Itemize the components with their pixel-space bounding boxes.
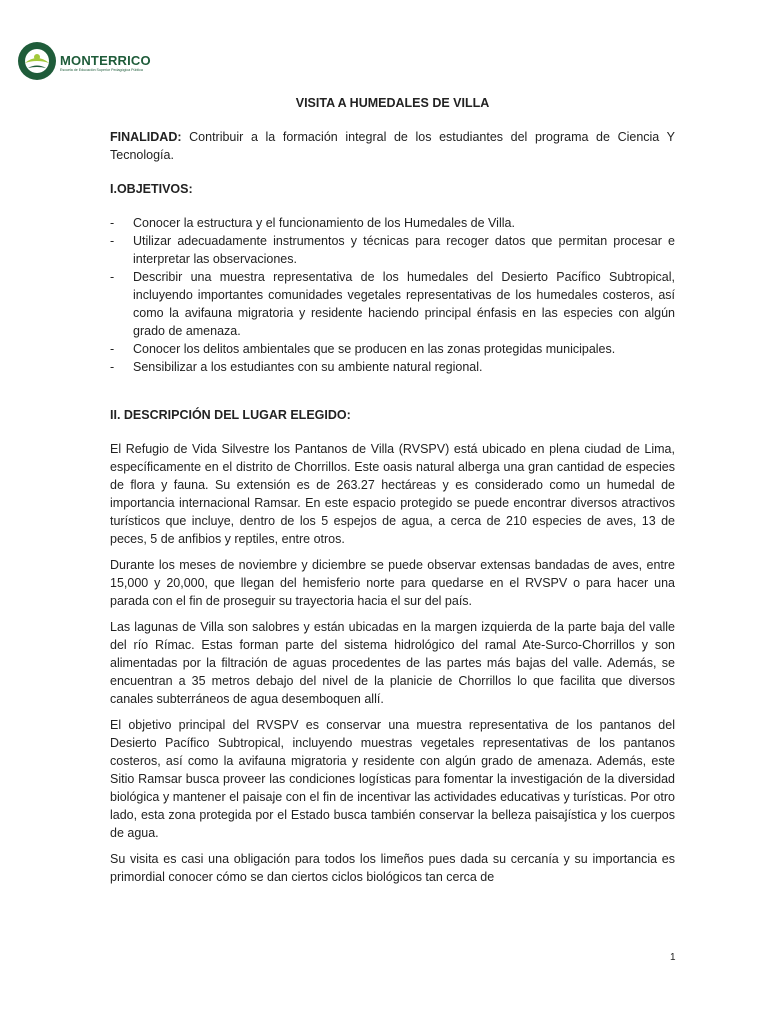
finalidad-label: FINALIDAD:: [110, 130, 182, 144]
logo-name: MONTERRICO: [60, 53, 151, 68]
document-body: [110, 94, 675, 886]
list-item: - Describir una muestra representativa de los humedales del Desierto Pacífico Subtropical, incluyendo importantes comunidades vegetales representativas de los humedales costeros, así como la avifauna migratoria y residente haciendo principal énfasis en las especies con algún grado de amenaza.: [110, 270, 675, 338]
descripcion-paragraph: Su visita es casi una obligación para todos los limeños pues dada su cercanía y su importancia es primordial conocer cómo se dan ciertos ciclos biológicos tan cerca de: [110, 852, 675, 884]
school-logo: [16, 40, 166, 82]
list-item: - Sensibilizar a los estudiantes con su ambiente natural regional.: [110, 360, 483, 374]
document-title: VISITA A HUMEDALES DE VILLA: [295, 96, 490, 110]
page-number: 1: [670, 952, 676, 963]
descripcion-paragraph: El objetivo principal del RVSPV es conservar una muestra representativa de los pantanos del Desierto Pacífico Subtropical, incluyendo muestras vegetales representativas de los pantanos costeros, así como la avifauna migratoria y residente con algún grado de amenaza. Además, este Sitio Ramsar busca proveer las condiciones logísticas para fomentar la investigación de la diversidad biológica y mantener el paisaje con el fin de incentivar las actividades educativas y turísticas. Por otro lado, esta zona protegida por el Estado busca también conservar la belleza paisajística y los cuerpos de agua.: [110, 718, 675, 840]
descripcion-paragraph: Durante los meses de noviembre y diciembre se puede observar extensas bandadas de aves, entre 15,000 y 20,000, que llegan del hemisferio norte para quedarse en el RVSPV o para hacer una parada con el fin de proseguir su trayectoria hacia el sur del país.: [110, 558, 675, 608]
descripcion-heading: II. DESCRIPCIÓN DEL LUGAR ELEGIDO:: [110, 408, 351, 422]
descripcion-paragraph: Las lagunas de Villa son salobres y están ubicadas en la margen izquierda de la parte baja del valle del río Rímac. Estas forman parte del sistema hidrológico del ramal Ate-Surco-Chorrillos y son alimentadas por la filtración de aguas procedentes de las partes más bajas del valle. Además, se encuentran a 35 metros debajo del nivel de la planicie de Chorrillos lo que facilita que diversos canales subterráneos de agua desemboquen allí.: [110, 620, 675, 706]
objetivos-heading: I.OBJETIVOS:: [110, 182, 193, 196]
finalidad-paragraph: [110, 128, 675, 164]
finalidad-text: Contribuir a la formación integral de los estudiantes del programa de Ciencia Y Tecnología.: [110, 130, 675, 162]
descripcion-paragraph: El Refugio de Vida Silvestre los Pantanos de Villa (RVSPV) está ubicado en plena ciudad de Lima, específicamente en el distrito de Chorrillos. Este oasis natural alberga una gran cantidad de especies de flora y fauna. Su extensión es de 263.27 hectáreas y es considerado como un humedal de importancia internacional Ramsar. En este espacio protegido se puede encontrar diversos atractivos turísticos que incluye, dentro de los 5 espejos de agua, a cerca de 210 especies de aves, 13 de peces, 5 de anfibios y reptiles, entre otros.: [110, 442, 675, 546]
logo-emblem-icon: [16, 40, 58, 82]
list-item: - Conocer los delitos ambientales que se producen en las zonas protegidas municipales.: [110, 342, 616, 356]
list-item: - Conocer la estructura y el funcionamiento de los Humedales de Villa.: [110, 216, 515, 230]
logo-subtitle: Escuela de Educación Superior Pedagógica Pública: [60, 68, 143, 72]
objetivos-list: [110, 214, 675, 376]
list-item: - Utilizar adecuadamente instrumentos y técnicas para recoger datos que permitan procesar e interpretar las observaciones.: [110, 234, 675, 266]
